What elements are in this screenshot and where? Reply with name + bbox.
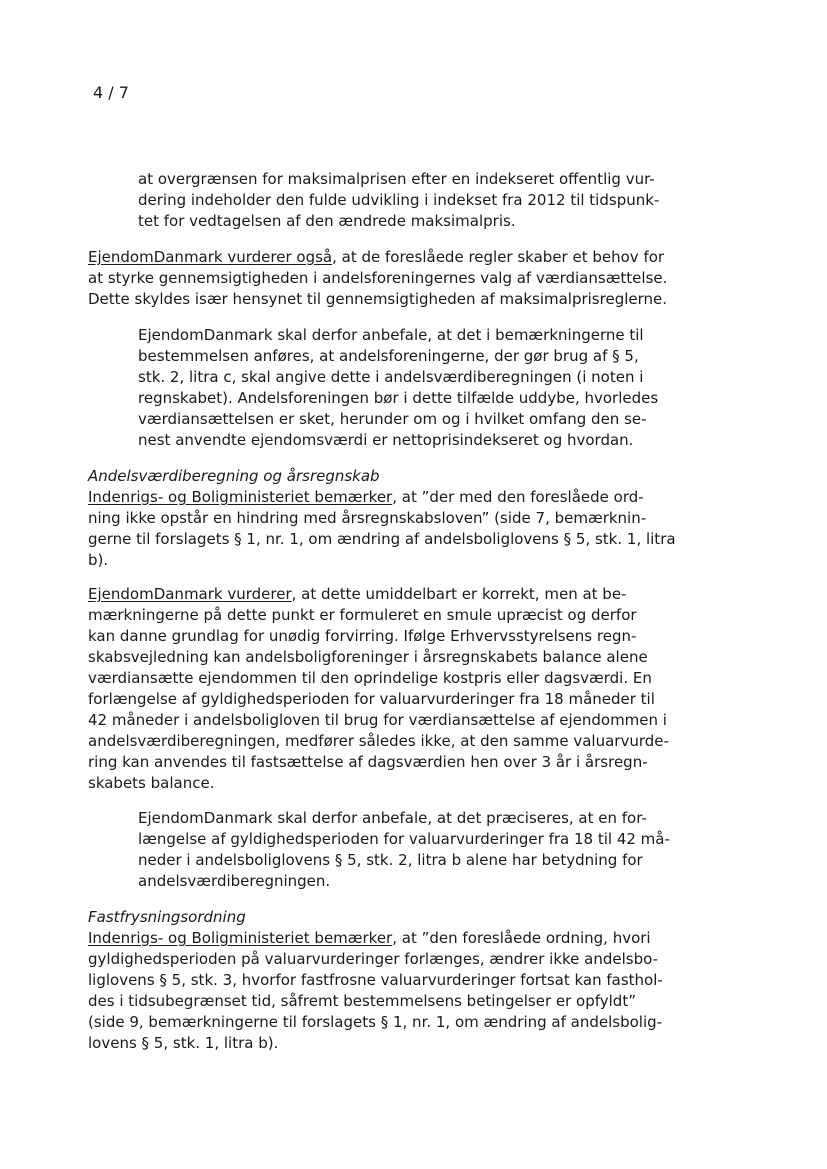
text-line: ring kan anvendes til fastsættelse af dagsværdien hen over 3 år i årsregn- [88, 753, 648, 771]
text-line: EjendomDanmark skal derfor anbefale, at det præciseres, at en for- [138, 809, 647, 827]
text-line: andelsværdiberegningen. [138, 872, 331, 890]
underlined-lead: EjendomDanmark vurderer [88, 585, 292, 603]
text-line: mærkningerne på dette punkt er formuleret en smule upræcist og derfor [88, 606, 637, 624]
text-line: des i tidsubegrænset tid, såfremt bestemmelsens betingelser er opfyldt” [88, 992, 636, 1010]
text-line: EjendomDanmark skal derfor anbefale, at det i bemærkningerne til [138, 326, 644, 344]
text-line: liglovens § 5, stk. 3, hvorfor fastfrosne valuarvurderinger fortsat kan fasthol- [88, 971, 663, 989]
text-line: skabsvejledning kan andelsboligforeninger i årsregnskabets balance alene [88, 648, 648, 666]
text-line: ning ikke opstår en hindring med årsregnskabsloven” (side 7, bemærknin- [88, 509, 647, 527]
section-andelsvaerdiberegning [88, 466, 676, 571]
text-line: dering indeholder den fulde udvikling i indekset fra 2012 til tidspunk- [138, 191, 660, 209]
indented-paragraph-anbefaling-2 [138, 808, 673, 892]
lead-continuation: , at ”den foreslåede ordning, hvori [392, 929, 651, 947]
text-line: at overgrænsen for maksimalprisen efter en indekseret offentlig vur- [138, 170, 655, 188]
text-line: stk. 2, litra c, skal angive dette i andelsværdiberegningen (i noten i [138, 368, 644, 386]
section-heading: Fastfrysningsordning [88, 908, 246, 926]
text-line: 42 måneder i andelsboligloven til brug for værdiansættelse af ejendommen i [88, 711, 667, 729]
underlined-lead: EjendomDanmark vurderer også [88, 248, 333, 266]
lead-continuation: , at de foreslåede regler skaber et behov for [332, 248, 665, 266]
text-line: værdiansættelsen er sket, herunder om og i hvilket omfang den se- [138, 410, 647, 428]
section-heading: Andelsværdiberegning og årsregnskab [88, 467, 380, 485]
text-line: andelsværdiberegningen, medfører således ikke, at den samme valuarvurde- [88, 732, 669, 750]
text-line: længelse af gyldighedsperioden for valuarvurderinger fra 18 til 42 må- [138, 830, 670, 848]
text-line: (side 9, bemærkningerne til forslagets § 1, nr. 1, om ændring af andelsbolig- [88, 1013, 663, 1031]
text-line: bestemmelsen anføres, at andelsforeningerne, der gør brug af § 5, [138, 347, 639, 365]
text-line [88, 584, 673, 605]
text-line: neder i andelsboliglovens § 5, stk. 2, litra b alene har betydning for [138, 851, 643, 869]
text-line: gyldighedsperioden på valuarvurderinger forlænges, ændrer ikke andelsbo- [88, 950, 658, 968]
text-line: at styrke gennemsigtigheden i andelsforeningernes valg af værdiansættelse. [88, 269, 668, 287]
paragraph-vurdering [88, 584, 673, 794]
text-line [88, 928, 673, 949]
indented-paragraph-anbefaling-1 [138, 325, 673, 451]
text-line: tet for vedtagelsen af den ændrede maksimalpris. [138, 212, 516, 230]
text-line: Dette skyldes især hensynet til gennemsigtigheden af maksimalprisreglerne. [88, 290, 668, 308]
underlined-lead: Indenrigs- og Boligministeriet bemærker [88, 929, 393, 947]
text-line: forlængelse af gyldighedsperioden for valuarvurderinger fra 18 måneder til [88, 690, 655, 708]
text-line [88, 487, 673, 508]
text-line [88, 247, 673, 268]
text-line: kan danne grundlag for unødig forvirring. Ifølge Erhvervsstyrelsens regn- [88, 627, 637, 645]
text-line: nest anvendte ejendomsværdi er nettoprisindekseret og hvordan. [138, 431, 634, 449]
paragraph-gennemsigtighed [88, 247, 673, 310]
lead-continuation: , at ”der med den foreslåede ord- [392, 488, 644, 506]
page-number: 4 / 7 [93, 83, 129, 102]
text-line: gerne til forslagets § 1, nr. 1, om ændring af andelsboliglovens § 5, stk. 1, litra [88, 530, 676, 548]
section-fastfrysningsordning [88, 907, 673, 1054]
text-line: værdiansætte ejendommen til den oprindelige kostpris eller dagsværdi. En [88, 669, 652, 687]
text-line: lovens § 5, stk. 1, litra b). [88, 1034, 279, 1052]
text-line: skabets balance. [88, 774, 215, 792]
text-line: b). [88, 551, 109, 569]
underlined-lead: Indenrigs- og Boligministeriet bemærker [88, 488, 393, 506]
indented-paragraph-maximalpris [138, 169, 673, 232]
lead-continuation: , at dette umiddelbart er korrekt, men at be- [291, 585, 627, 603]
text-line: regnskabet). Andelsforeningen bør i dette tilfælde uddybe, hvorledes [138, 389, 659, 407]
